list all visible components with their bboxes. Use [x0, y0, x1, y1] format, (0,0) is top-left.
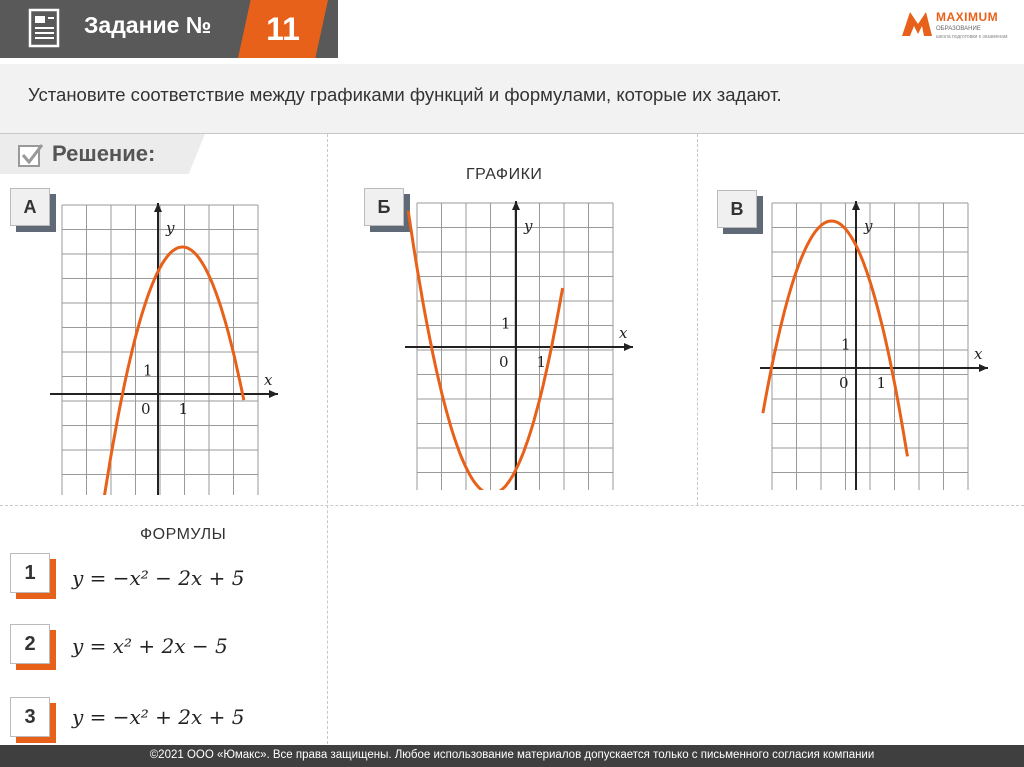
solution-label: Решение:	[52, 141, 156, 166]
logo-wordmark: MAXIMUM	[936, 10, 999, 24]
graph-b	[405, 195, 635, 490]
x-axis-arrow	[979, 364, 988, 372]
task-number: 11	[266, 11, 300, 47]
graphs-section-label: ГРАФИКИ	[466, 166, 543, 183]
x-unit-label: 1	[178, 400, 189, 418]
task-statement: Установите соответствие между графиками функций и формулами, которые их задают.	[28, 84, 782, 105]
formula-1: y = −x² − 2x + 5	[72, 566, 245, 590]
logo-tagline: школа подготовки к экзаменам	[936, 34, 1008, 40]
logo-subtitle: ОБРАЗОВАНИЕ	[936, 26, 981, 32]
checkbox-icon	[17, 141, 45, 174]
y-axis-arrow	[852, 201, 860, 210]
x-axis-label: x	[264, 371, 273, 389]
parabola-curve	[102, 247, 244, 495]
divider	[327, 134, 328, 744]
graph-v	[760, 195, 990, 490]
y-axis-arrow	[512, 201, 520, 210]
graph-a	[50, 200, 280, 495]
page-title: Задание №	[84, 12, 212, 38]
origin-label: 0	[141, 400, 151, 418]
formula-number-3: 3	[10, 697, 58, 745]
formula-number-2: 2	[10, 624, 58, 672]
copyright-text: ©2021 ООО «Юмакс». Все права защищены. Любое использование материалов допускается только с письменного согласия компании	[149, 749, 875, 761]
x-axis-arrow	[269, 390, 278, 398]
graph-letter-b: Б	[364, 188, 408, 232]
y-axis-label: y	[166, 219, 175, 237]
divider	[0, 505, 1024, 507]
formula-3: y = −x² + 2x + 5	[72, 705, 245, 729]
origin-label: 0	[839, 374, 849, 392]
y-unit-label: 1	[841, 335, 851, 354]
y-axis-arrow	[154, 203, 162, 212]
y-unit-label: 1	[143, 361, 153, 380]
formula-2: y = x² + 2x − 5	[72, 634, 228, 658]
x-axis-arrow	[624, 343, 633, 351]
x-axis-label: x	[619, 324, 628, 342]
x-unit-label: 1	[876, 374, 887, 392]
x-unit-label: 1	[536, 353, 547, 371]
formula-number-1: 1	[10, 553, 58, 601]
origin-label: 0	[499, 353, 509, 371]
y-unit-label: 1	[501, 314, 511, 333]
graph-letter-a: А	[10, 188, 54, 232]
graph-letter-v: В	[717, 190, 761, 234]
formulas-section-label: ФОРМУЛЫ	[140, 526, 227, 543]
divider	[697, 134, 698, 505]
divider	[0, 133, 1024, 134]
parabola-curve	[763, 221, 908, 456]
x-axis-label: x	[974, 345, 983, 363]
y-axis-label: y	[524, 217, 533, 235]
y-axis-label: y	[864, 217, 873, 235]
document-icon	[26, 6, 62, 55]
